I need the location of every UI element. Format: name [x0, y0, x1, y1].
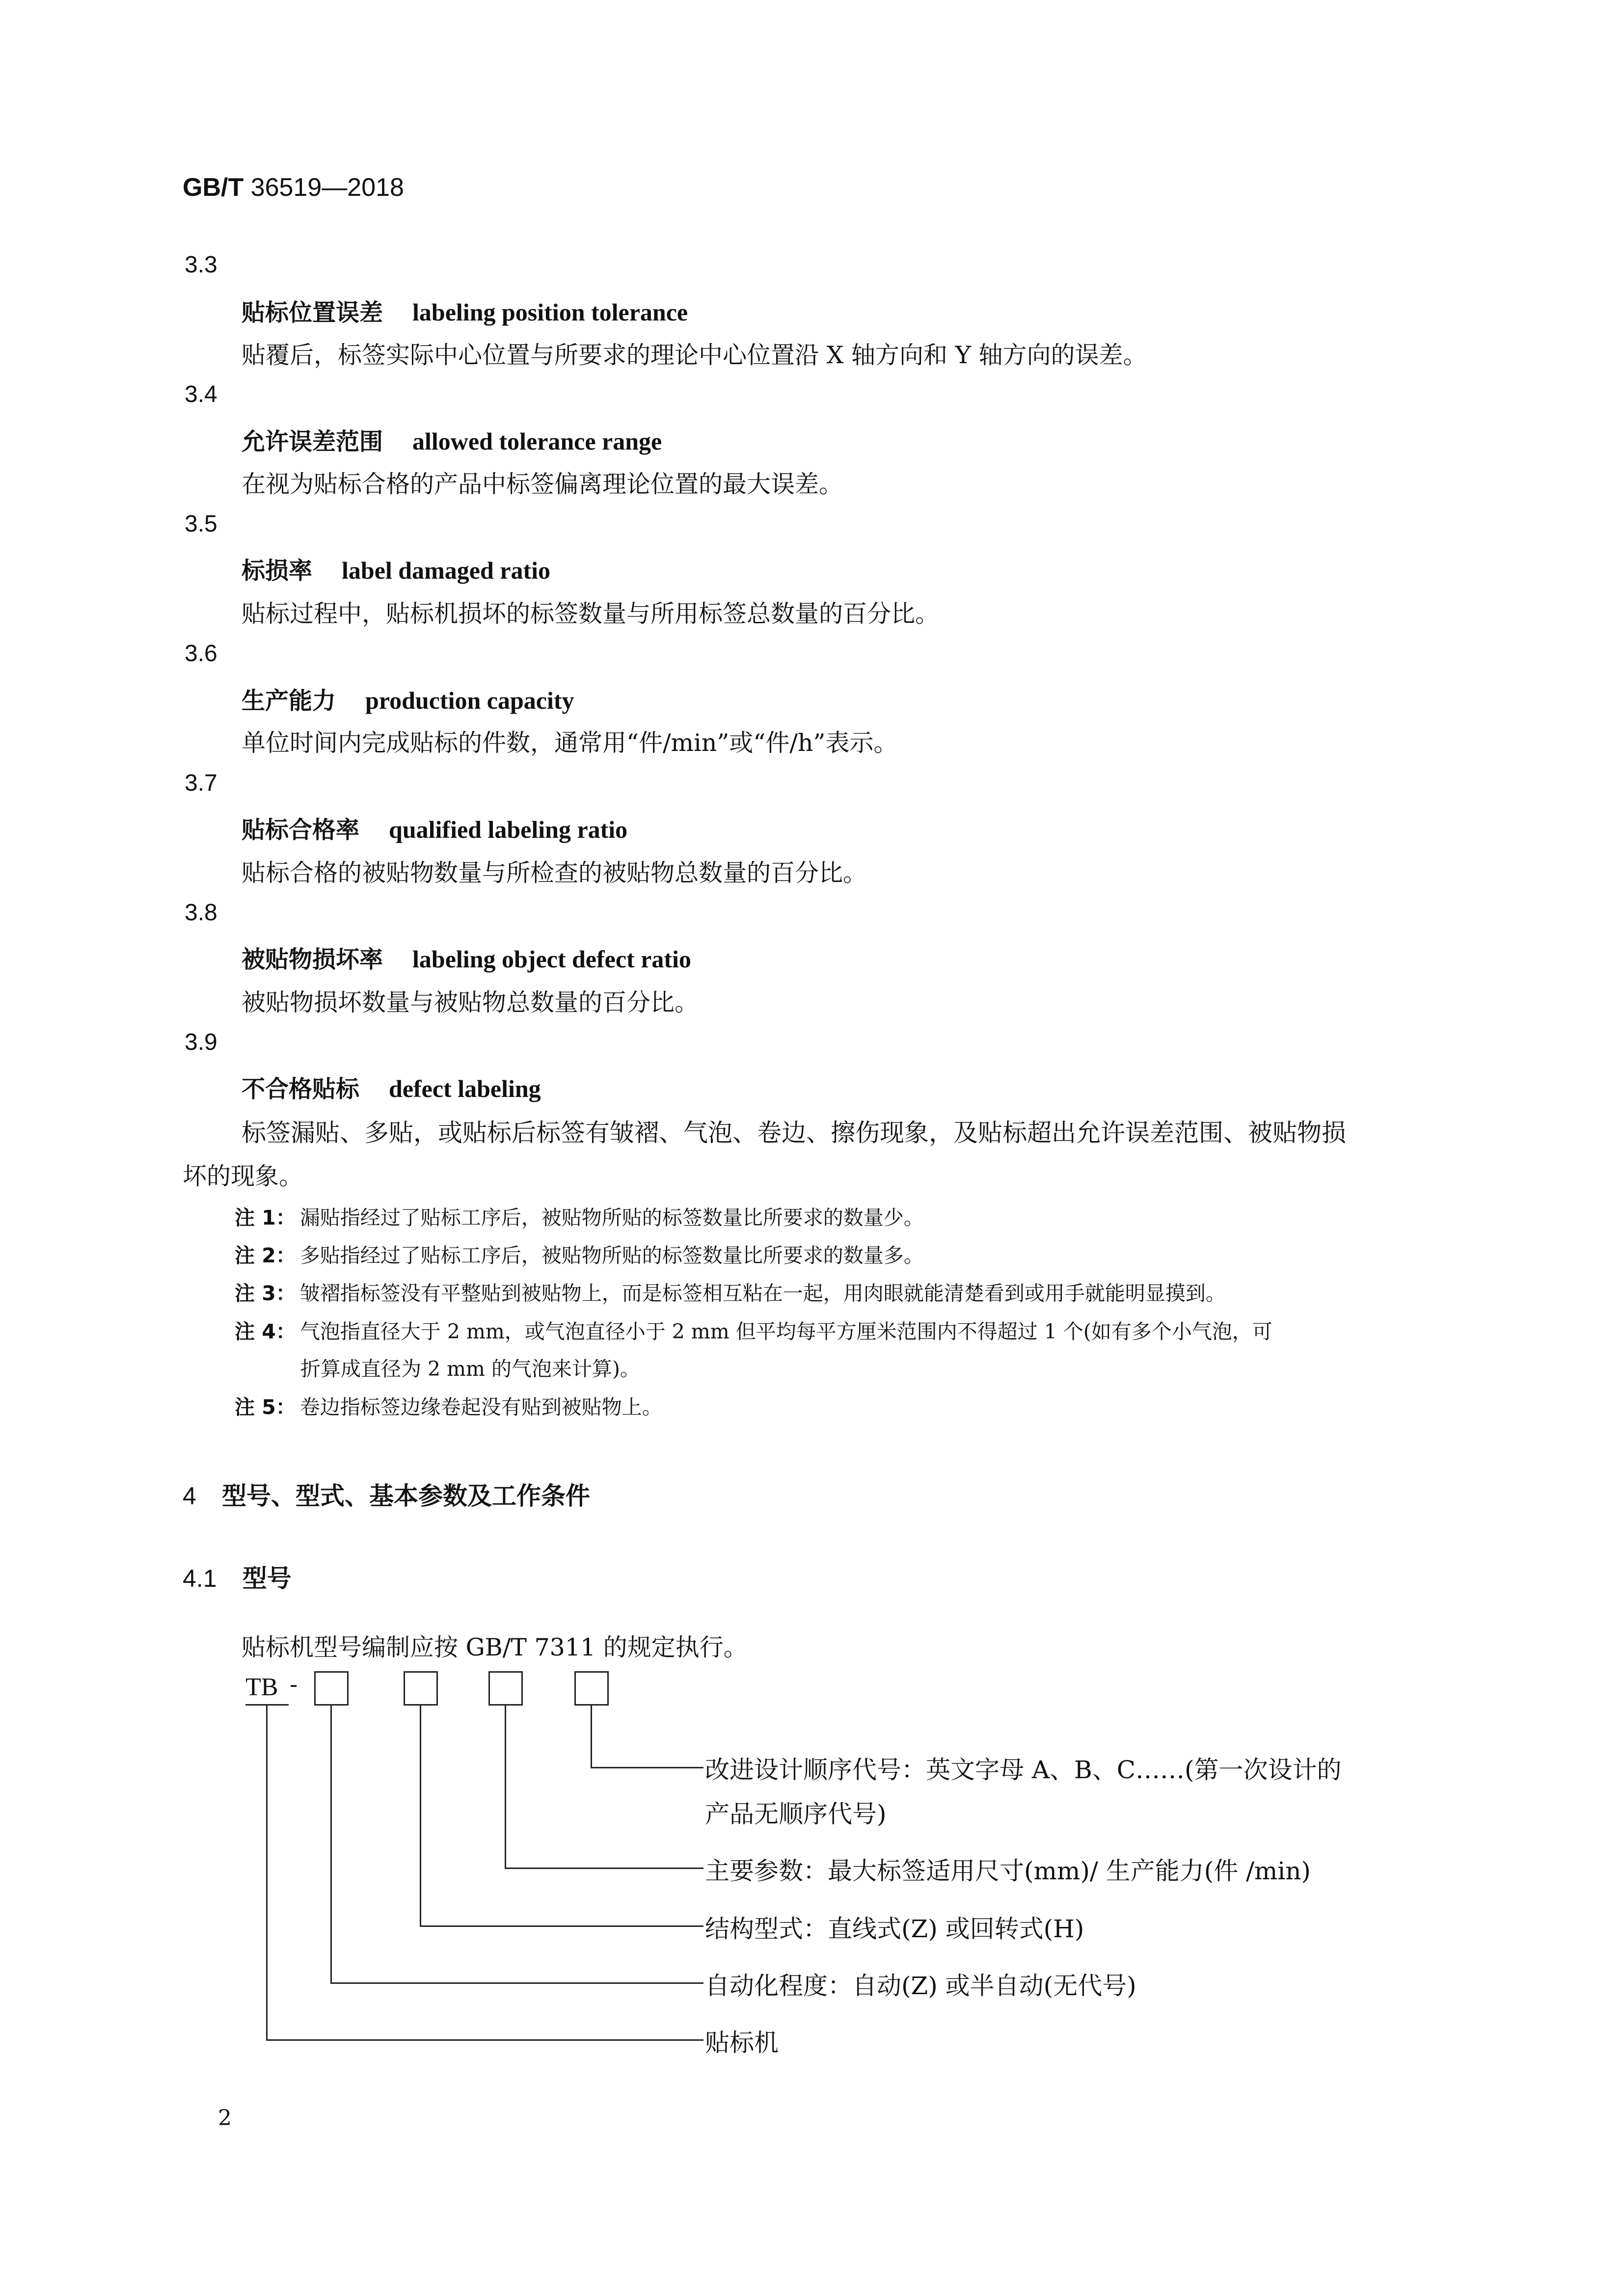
leader-vertical — [330, 1706, 332, 1984]
term-definition: 在视为贴标合格的产品中标签偏离理论位置的最大误差。 — [242, 470, 843, 498]
leader-horizontal — [266, 2039, 703, 2041]
code-box-automation — [314, 1671, 349, 1706]
leader-vertical — [505, 1706, 506, 1869]
term-zh: 被贴物损坏率 — [242, 946, 383, 973]
term-zh: 贴标合格率 — [242, 816, 360, 844]
label-design-sequence-cont: 产品无顺序代号) — [705, 1800, 887, 1828]
note-cont: 折算成直径为 2 mm 的气泡来计算)。 — [300, 1357, 640, 1381]
term-heading — [242, 811, 627, 845]
term-heading — [242, 1070, 541, 1104]
label-structure-type: 结构型式：直线式(Z) 或回转式(H) — [705, 1915, 1084, 1943]
leader-vertical — [420, 1706, 421, 1927]
section-number: 4 — [183, 1482, 196, 1510]
clause-number: 3.8 — [185, 900, 217, 926]
leader-horizontal — [591, 1767, 703, 1768]
clause-number: 3.7 — [185, 770, 217, 796]
note — [235, 1315, 1272, 1344]
leader-horizontal — [505, 1868, 703, 1869]
term-en: qualified labeling ratio — [389, 816, 628, 843]
note — [235, 1277, 1226, 1306]
term-en: production capacity — [365, 687, 574, 714]
term-en: labeling position tolerance — [412, 298, 688, 326]
term-definition: 单位时间内完成贴标的件数，通常用“件/min”或“件/h”表示。 — [242, 729, 898, 757]
term-definition-cont: 坏的现象。 — [183, 1162, 303, 1190]
code-box-structure — [404, 1671, 438, 1706]
subsection-heading — [183, 1559, 292, 1594]
note-label: 注 5： — [235, 1395, 296, 1419]
code-box-parameter — [488, 1671, 523, 1706]
leader-horizontal — [330, 1982, 703, 1984]
term-definition: 贴标过程中，贴标机损坏的标签数量与所用标签总数量的百分比。 — [242, 600, 940, 628]
term-zh: 允许误差范围 — [242, 428, 383, 455]
standard-prefix: GB/T — [183, 173, 244, 202]
term-en: defect labeling — [389, 1075, 541, 1102]
note-text: 皱褶指标签没有平整贴到被贴物上，而是标签相互粘在一起，用肉眼就能清楚看到或用手就能明显摸到。 — [299, 1281, 1226, 1305]
label-main-parameter: 主要参数：最大标签适用尺寸(mm)/ 生产能力(件 /min) — [705, 1857, 1311, 1885]
clause-number: 3.5 — [185, 511, 217, 537]
note-text: 卷边指标签边缘卷起没有贴到被贴物上。 — [299, 1395, 662, 1419]
clause-number: 3.9 — [185, 1029, 217, 1055]
term-zh: 标损率 — [242, 557, 313, 585]
label-labeling-machine: 贴标机 — [705, 2029, 779, 2057]
term-en: labeling object defect ratio — [412, 945, 691, 973]
model-prefix: TB — [245, 1673, 278, 1701]
term-heading — [242, 294, 688, 327]
label-automation-level: 自动化程度：自动(Z) 或半自动(无代号) — [705, 1972, 1136, 2000]
term-heading — [242, 552, 550, 586]
note-label: 注 2： — [235, 1244, 296, 1267]
term-zh: 生产能力 — [242, 687, 336, 715]
leader-horizontal — [420, 1925, 703, 1927]
note-text: 气泡指直径大于 2 mm，或气泡直径小于 2 mm 但平均每平方厘米范围内不得超过 1 个(如有多个小气泡，可 — [299, 1320, 1272, 1343]
standard-code — [183, 173, 404, 202]
standard-number: 36519—2018 — [250, 173, 404, 202]
note — [235, 1391, 662, 1420]
clause-number: 3.6 — [185, 641, 217, 667]
leader-vertical — [591, 1706, 592, 1768]
note-label: 注 4： — [235, 1320, 296, 1343]
term-definition: 标签漏贴、多贴，或贴标后标签有皱褶、气泡、卷边、擦伤现象，及贴标超出允许误差范围、被贴物损 — [242, 1119, 1346, 1147]
note-label: 注 1： — [235, 1206, 296, 1229]
leader-vertical — [266, 1706, 268, 2041]
term-zh: 贴标位置误差 — [242, 299, 383, 326]
note-text: 漏贴指经过了贴标工序后，被贴物所贴的标签数量比所要求的数量少。 — [299, 1206, 924, 1229]
term-heading — [242, 682, 574, 716]
note — [235, 1201, 924, 1230]
term-definition: 贴标合格的被贴物数量与所检查的被贴物总数量的百分比。 — [242, 859, 867, 887]
clause-number: 3.3 — [185, 252, 217, 278]
subsection-title: 型号 — [242, 1564, 292, 1593]
term-en: label damaged ratio — [342, 557, 550, 584]
model-dash: - — [290, 1671, 298, 1698]
note — [235, 1239, 924, 1268]
clause-number: 3.4 — [185, 381, 217, 407]
term-en: allowed tolerance range — [412, 427, 662, 455]
code-box-design-sequence — [574, 1671, 609, 1706]
page-number: 2 — [218, 2106, 232, 2131]
term-zh: 不合格贴标 — [242, 1075, 360, 1103]
section-heading — [183, 1476, 590, 1512]
term-definition: 被贴物损坏数量与被贴物总数量的百分比。 — [242, 988, 699, 1016]
term-definition: 贴覆后，标签实际中心位置与所要求的理论中心位置沿 X 轴方向和 Y 轴方向的误差。 — [242, 341, 1147, 369]
label-design-sequence: 改进设计顺序代号：英文字母 A、B、C……(第一次设计的 — [705, 1756, 1342, 1784]
section-body: 贴标机型号编制应按 GB/T 7311 的规定执行。 — [242, 1633, 748, 1661]
term-heading — [242, 423, 662, 456]
term-heading — [242, 940, 691, 974]
subsection-number: 4.1 — [183, 1565, 217, 1592]
section-title: 型号、型式、基本参数及工作条件 — [222, 1482, 591, 1510]
note-text: 多贴指经过了贴标工序后，被贴物所贴的标签数量比所要求的数量多。 — [299, 1244, 924, 1267]
note-label: 注 3： — [235, 1281, 296, 1305]
